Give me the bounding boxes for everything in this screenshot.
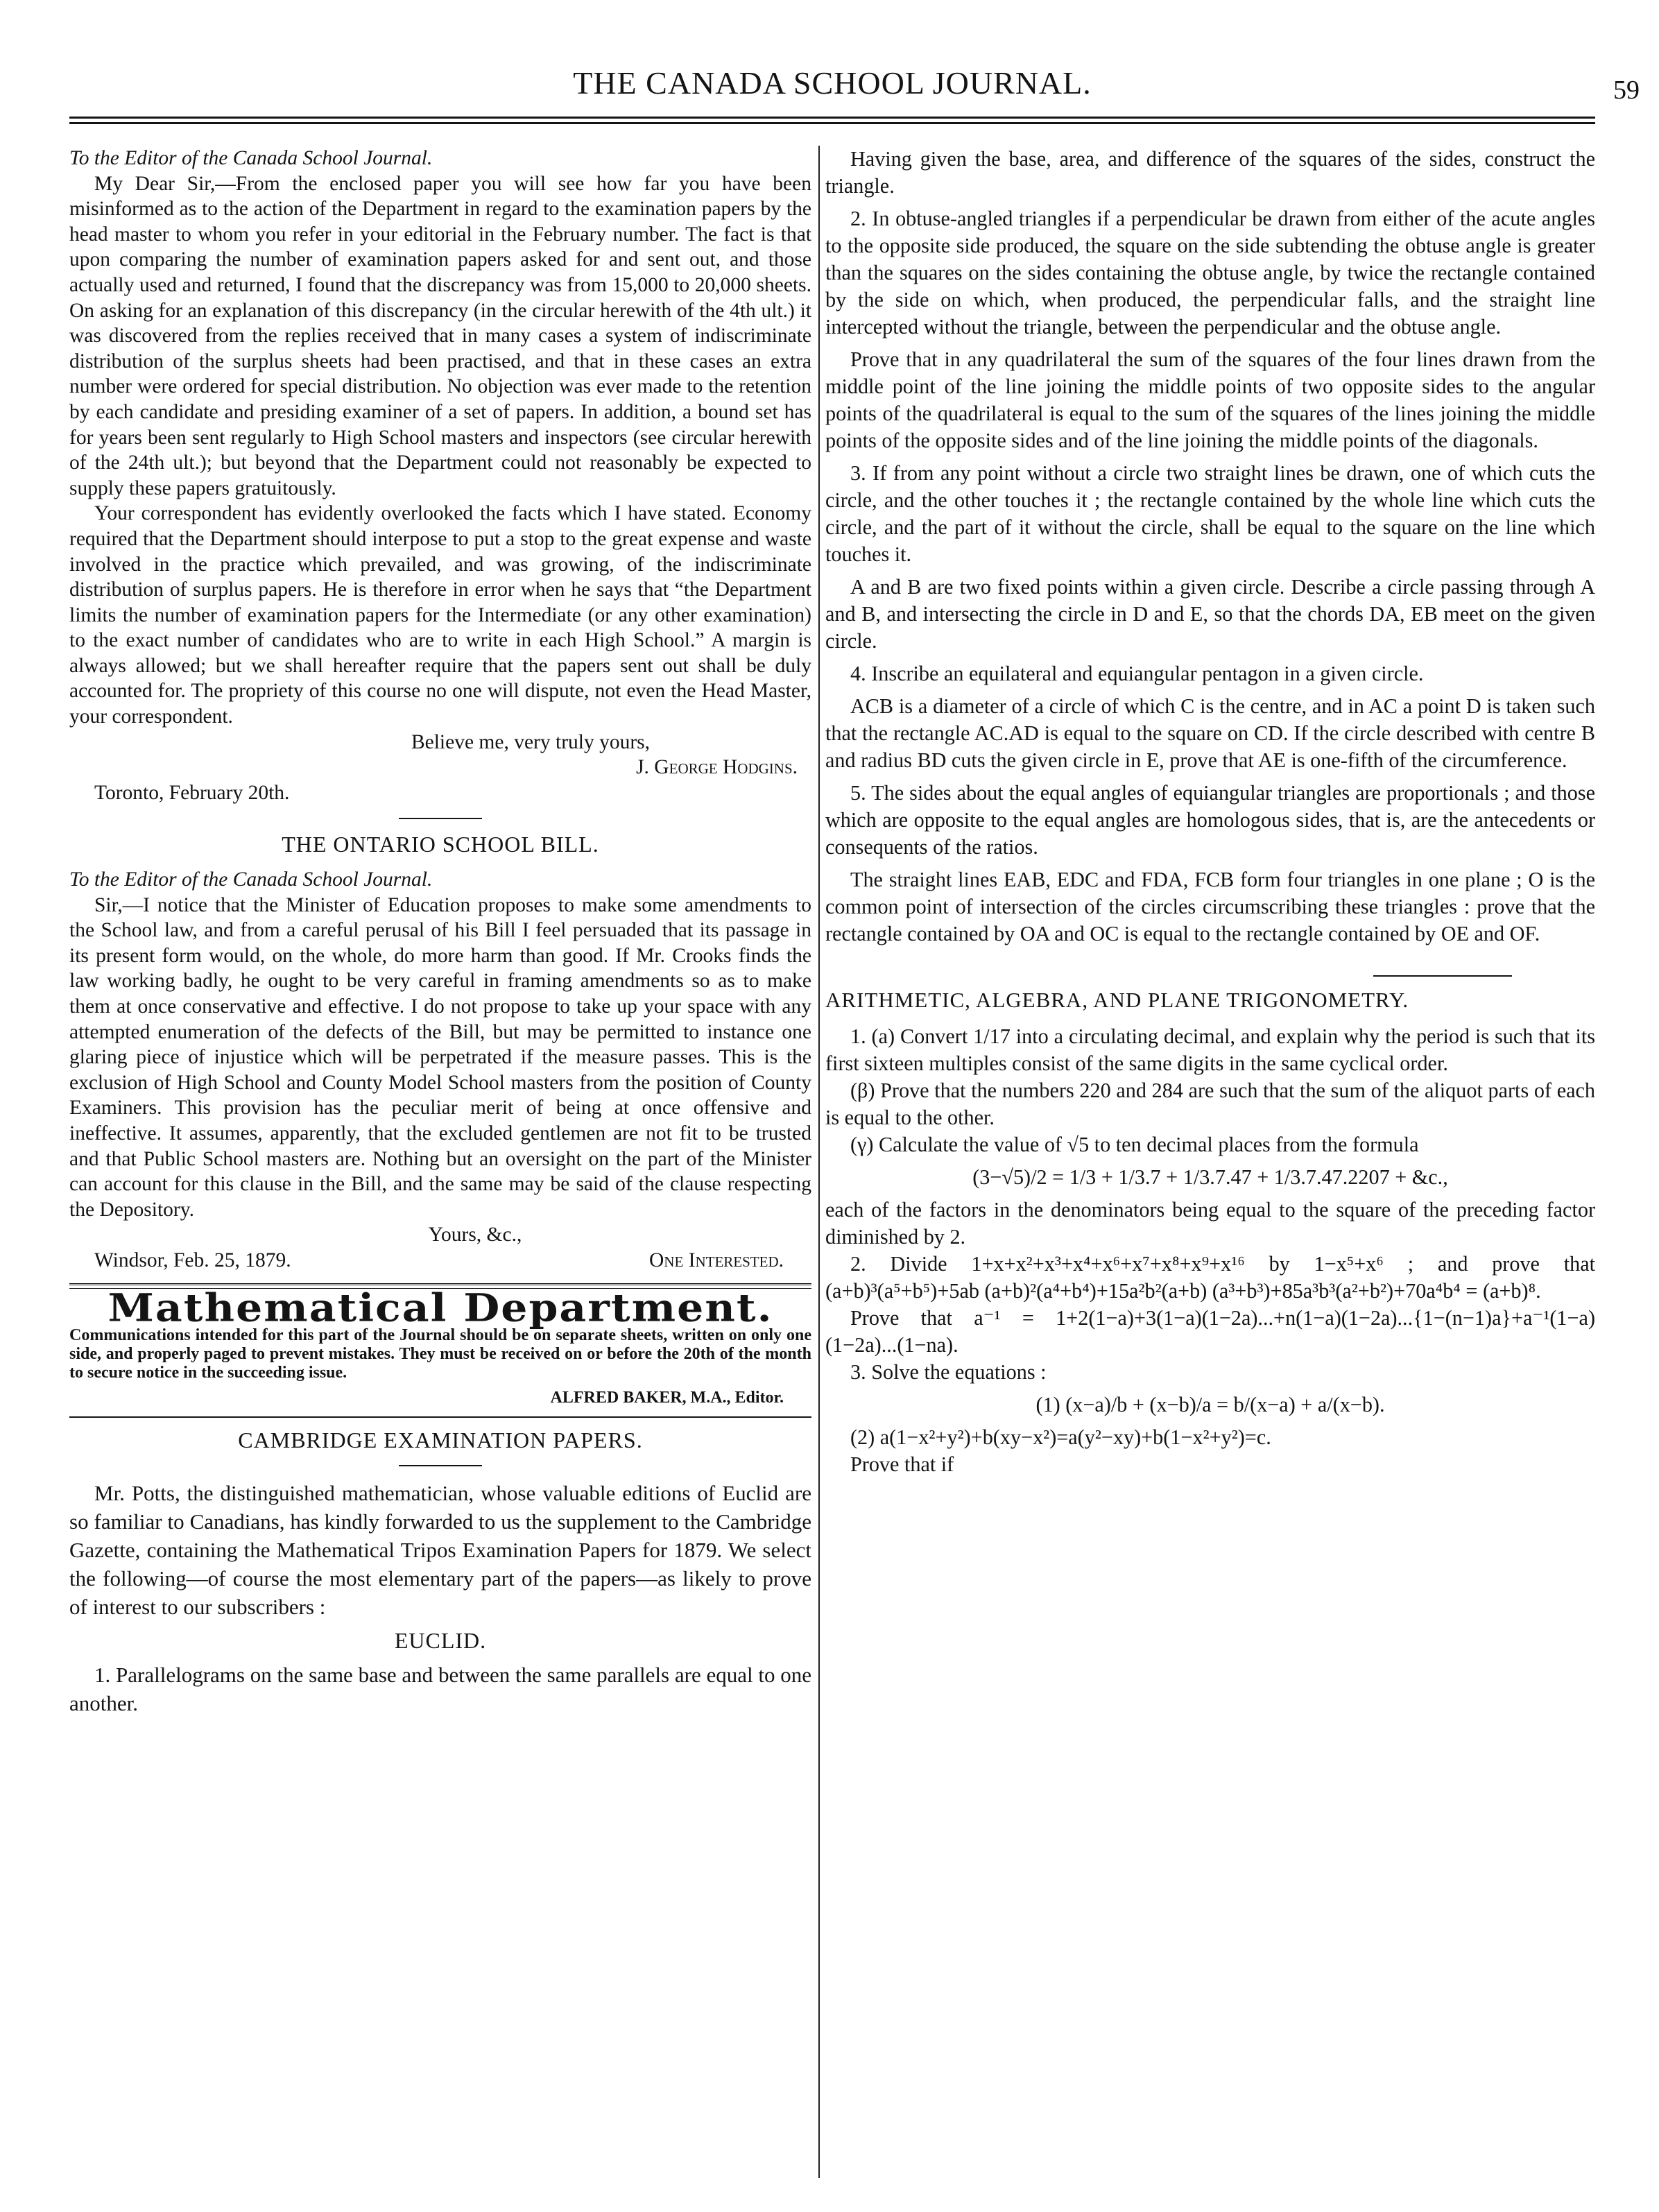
euclid-question: 5. The sides about the equal angles of equiangular triangles are proportionals ; and those which are opposite to the equal angles are homologous sides, that is, are the antecedents or consequents of the ratios. (825, 781, 1595, 859)
arith-question: Prove that if (850, 1452, 954, 1476)
letter2-place-date: Windsor, Feb. 25, 1879. (94, 1249, 291, 1271)
arith-question: each of the factors in the denominators being equal to the square of the preceding factor diminished by 2. (825, 1198, 1595, 1249)
page-number: 59 (1613, 76, 1640, 105)
euclid-question: 3. If from any point without a circle two straight lines be drawn, one of which cuts the circle, and the other touches it ; the rectangle contained by the whole line which cuts the circle, and the part of it without the circle, shall be equal to the square on the line which touches it. (825, 461, 1595, 566)
department-editor: ALFRED BAKER, M.A., Editor. (550, 1389, 784, 1407)
euclid-question: 1. Parallelograms on the same base and between the same parallels are equal to one another. (69, 1662, 811, 1715)
divider-rule (1373, 975, 1512, 977)
letter1-signature: J. George Hodgins. (636, 756, 798, 779)
euclid-question: The straight lines EAB, EDC and FDA, FCB form four triangles in one plane ; O is the common point of intersection of the circles circumscribing these triangles : prove that the rectangle contained by OA and OC is equal to the rectangle contained by OE and OF. (825, 868, 1595, 945)
arith-question: (β) Prove that the numbers 220 and 284 are such that the sum of the aliquot parts of each is equal to the other. (825, 1079, 1595, 1129)
euclid-question: Having given the base, area, and difference of the squares of the sides, construct the triangle. (825, 147, 1595, 198)
letter2-closing: Yours, &c., (428, 1224, 522, 1246)
column-divider (818, 146, 820, 2178)
letter2-signature: One Interested. (648, 1249, 784, 1271)
page-header (69, 55, 1595, 111)
department-title: Mathematical Department. (108, 1285, 773, 1330)
letter1-salutation: To the Editor of the Canada School Journal. (69, 147, 433, 169)
divider-rule (69, 1416, 811, 1418)
letter2-paragraph: Sir,—I notice that the Minister of Education proposes to make some amendments to the School law, and from a careful perusal of his Bill I feel persuaded that its passage in its present form would, on the whole, do more harm than good. If Mr. Crooks finds the law working badly, he ought to be very careful in framing amendments so as to make them at once conservative and effective. I do not propose to take up your space with any attempted enumeration of the defects of the Bill, but may be permitted to instance one glaring piece of injustice which will be perpetrated if the measure passes. This is the exclusion of High School and County Model School masters from the position of County Examiners. This provision has the peculiar merit of being at once offensive and ineffective. It assumes, apparently, that the excluded gentlemen are not fit to be trusted and that Public School masters are. Nothing but an oversight on the part of the Minister can account for this clause in the Bill, and the same may be said of the clause respecting the Depository. (69, 893, 811, 1221)
section-heading: CAMBRIDGE EXAMINATION PAPERS. (238, 1427, 643, 1452)
department-notice: Communications intended for this part of the Journal should be on separate sheets, written on only one side, and properly paged to prevent mistakes. They must be received on or before the 20th of the month to secure notice in the succeeding issue. (69, 1326, 811, 1382)
arith-question: 1. (a) Convert 1/17 into a circulating decimal, and explain why the period is such that its first sixteen multiples consist of the same digits in the same cyclical order. (825, 1024, 1595, 1075)
euclid-question: 2. In obtuse-angled triangles if a perpendicular be drawn from either of the acute angles to the opposite side produced, the square on the side subtending the obtuse angle is greater than the squares on the sides containing the obtuse angle, by twice the rectangle contained by the side on which, when produced, the perpendicular falls, and the straight line intercepted without the triangle, between the perpendicular and the obtuse angle. (825, 207, 1595, 338)
formula: (3−√5)/2 = 1/3 + 1/3.7 + 1/3.7.47 + 1/3.7.47.2207 + &c., (972, 1165, 1448, 1189)
equation: (2) a(1−x²+y²)+b(xy−x²)=a(y²−xy)+b(1−x²+y²)=c. (850, 1425, 1271, 1449)
arith-question: (γ) Calculate the value of √5 to ten decimal places from the formula (850, 1133, 1419, 1156)
arith-question: 3. Solve the equations : (850, 1360, 1047, 1384)
euclid-question: ACB is a diameter of a circle of which C is the centre, and in AC a point D is taken such that the rectangle AC.AD is equal to the square on CD. If the circle described with centre B and radius BD cuts the given circle in E, prove that AE is one-fifth of the circumference. (825, 694, 1595, 772)
euclid-heading: EUCLID. (394, 1628, 487, 1654)
divider-rule (399, 1465, 482, 1466)
letter1-paragraph: Your correspondent has evidently overlooked the facts which I have stated. Economy required that the Department should interpose to put a stop to the great expense and waste involved in the practice which prevailed, and was growing, of the indiscriminate distribution of surplus papers. He is therefore in error when he says that “the Department limits the number of examination papers for the Intermediate (or any other examination) to the exact number of candidates who are to write in each High School.” A margin is always allowed; but we shall hereafter require that the papers sent out shall be duly accounted for. The propriety of this course no one will dispute, not even the Head Master, your correspondent. (69, 502, 811, 728)
equation: (1) (x−a)/b + (x−b)/a = b/(x−a) + a/(x−b). (1035, 1393, 1385, 1416)
section-heading: THE ONTARIO SCHOOL BILL. (282, 832, 599, 857)
cambridge-intro: Mr. Potts, the distinguished mathematician, whose valuable editions of Euclid are so familiar to Canadians, has kindly forwarded to us the supplement to the Cambridge Gazette, containing the Mathematical Tripos Examination Papers for 1879. We select the following—of course the most elementary part of the papers—as likely to prove of interest to our subscribers : (69, 1481, 811, 1620)
section-heading: ARITHMETIC, ALGEBRA, AND PLANE TRIGONOMETRY. (825, 988, 1409, 1012)
journal-title: THE CANADA SCHOOL JOURNAL. (573, 65, 1092, 101)
divider-rule (399, 818, 482, 819)
header-rule-2 (69, 122, 1595, 124)
arith-question: Prove that a⁻¹ = 1+2(1−a)+3(1−a)(1−2a)...+n(1−a)(1−2a)...{1−(n−1)a}+a⁻¹(1−a)(1−2a)...(1−na). (825, 1306, 1595, 1357)
letter2-salutation: To the Editor of the Canada School Journal. (69, 868, 433, 891)
left-column (69, 146, 811, 2178)
letter1-place-date: Toronto, February 20th. (94, 781, 290, 804)
right-column (825, 146, 1595, 2178)
header-rule (69, 117, 1595, 119)
arith-question: 2. Divide 1+x+x²+x³+x⁴+x⁶+x⁷+x⁸+x⁹+x¹⁶ by 1−x⁵+x⁶ ; and prove that (a+b)³(a⁵+b⁵)+5ab (a+b)²(a⁴+b⁴)+15a²b²(a+b) (a³+b³)+85a³b³(a²+b²)+70a⁴b⁴ = (a+b)⁸. (825, 1252, 1595, 1303)
euclid-question: Prove that in any quadrilateral the sum of the squares of the four lines drawn from the middle point of the line joining the middle points of two opposite sides to the angular points of the quadrilateral is equal to the sum of the squares of the lines joining the middle points of the opposite sides and of the line joining the middle points of the diagonals. (825, 348, 1595, 452)
letter1-closing: Believe me, very truly yours, (411, 730, 651, 753)
euclid-question: A and B are two fixed points within a given circle. Describe a circle passing through A and B, and intersecting the circle in D and E, so that the chords DA, EB meet on the given circle. (825, 575, 1595, 653)
euclid-question: 4. Inscribe an equilateral and equiangular pentagon in a given circle. (850, 662, 1424, 685)
letter1-paragraph: My Dear Sir,—From the enclosed paper you will see how far you have been misinformed as to the action of the Department in regard to the examination papers by the head master to whom you refer in your editorial in the February number. The fact is that upon comparing the number of examination papers asked for and sent out, and those actually used and returned, I found that the discrepancy was from 15,000 to 20,000 sheets. On asking for an explanation of this discrepancy (in the circular herewith of the 4th ult.) it was discovered from the replies received that in many cases a system of indiscriminate distribution of the surplus sheets had been practised, and that in these cases an extra number were ordered for special distribution. No objection was ever made to the retention by each candidate and presiding examiner of a set of papers. In addition, a bound set has for years been sent regularly to High School masters and inspectors (see circular herewith of the 24th ult.); but beyond that the Department could not reasonably be expected to supply these papers gratuitously. (69, 172, 811, 499)
